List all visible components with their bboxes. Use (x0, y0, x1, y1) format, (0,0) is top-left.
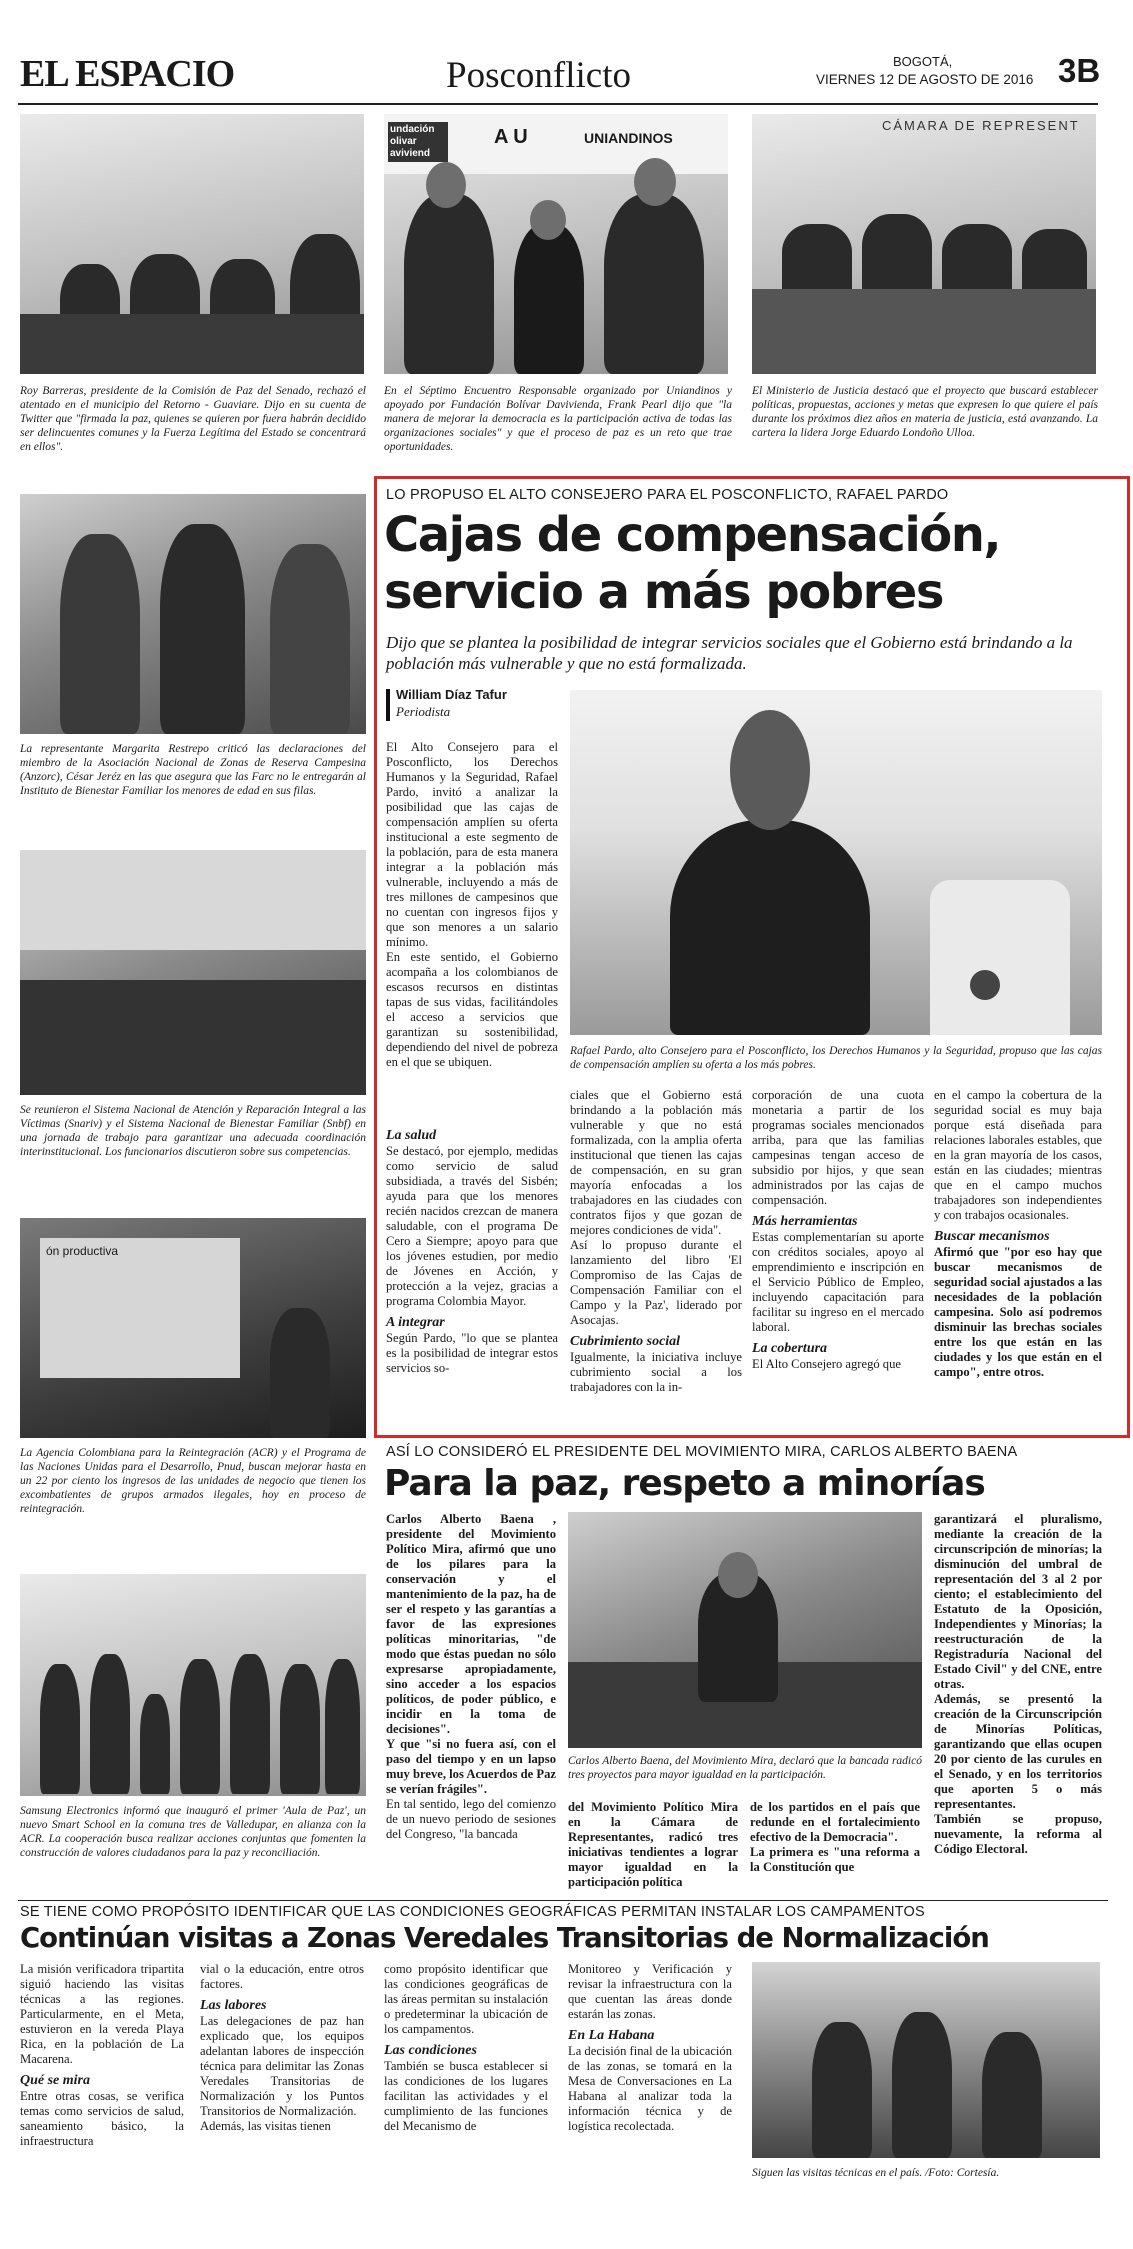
author-role: Periodista (396, 704, 451, 719)
main-paragraph: Afirmó que "por eso hay que buscar mecanismos de seguridad social ajustados a las necesidades de la población campesina. Solo así podremos disminuir las brechas sociales entre los que están en las ciudades y los que están en el campo", entre otros. (934, 1245, 1102, 1379)
main-column-2 (386, 1122, 558, 1376)
main-dek: Dijo que se plantea la posibilidad de integrar servicios sociales que el Gobierno está brindando a la población más vulnerable y que no está formalizada. (386, 633, 1073, 673)
subhead-salud: La salud (386, 1128, 437, 1143)
subhead-labores: Las labores (200, 1998, 267, 2013)
third-kicker: SE TIENE COMO PROPÓSITO IDENTIFICAR QUE LAS CONDICIONES GEOGRÁFICAS PERMITAN INSTALAR LOS CAMPAMENTOS (20, 1904, 925, 1920)
second-paragraph: garantizará el pluralismo, mediante la creación de la circunscripción de minorías; la disminución del umbral de representación del 3 al 2 por ciento; el establecimiento del Estatuto de la Oposición, Independientes y Minorías; la reestructuración de la Registraduría Nacional del Estado Civil" y del CNE, entre otras. (934, 1512, 1102, 1691)
rafael-pardo-caption: Rafael Pardo, alto Consejero para el Posconflicto, los Derechos Humanos y la Seguridad, propuso que las cajas de compensación amplíen su oferta a los más pobres. (570, 1045, 1102, 1071)
zonas-veredales-photo (752, 1962, 1100, 2158)
second-column-2 (568, 1800, 738, 1890)
third-paragraph: La decisión final de la ubicación de las zonas, se tomará en la Mesa de Conversaciones en La Habana al analizar toda la información técnica y de logística recolectada. (568, 2044, 733, 2133)
third-paragraph: La misión verificadora tripartita siguió haciendo las visitas técnicas a las regiones. Particularmente, en el Meta, estuvieron en la vereda Playa Rica, en la población de La Macarena. (20, 1962, 184, 2066)
uniandinos-event-photo (384, 114, 728, 374)
second-paragraph: del Movimiento Político Mira en la Cámara de Representantes, radicó tres iniciativas tendientes a lograr mayor igualdad en la participación política (568, 1800, 738, 1889)
restrepo-photo (20, 494, 366, 734)
snariv-meeting-photo (20, 850, 366, 1095)
second-paragraph: de los partidos en el país que redunde en el fortalecimiento efectivo de la Democracia". (750, 1800, 920, 1844)
zonas-veredales-caption: Siguen las visitas técnicas en el país. /Foto: Cortesía. (752, 2167, 1000, 2179)
uniandinos-event-caption: En el Séptimo Encuentro Responsable organizado por Uniandinos y apoyado por Fundación Bolívar Davivienda, Frank Pearl dijo que "la manera de mejorar la democracia es la participación activa de todas las organizaciones sociales" y que el proceso de paz es un reto que trae oportunidades. (384, 385, 732, 453)
main-paragraph: El Alto Consejero agregó que (752, 1357, 901, 1371)
main-headline-line1: Cajas de compensación, (384, 507, 1001, 563)
second-paragraph: Carlos Alberto Baena , presidente del Movimiento Político Mira, afirmó que uno de los pilares para la conservación y el mantenimiento de la paz, ha de ser el respeto y las garantías a favor de las expresiones políticas minoritarias, "de modo que éstas puedan no sólo expresarse apropiadamente, sino acceder a los espacios políticos, de poder público, e incidir en la toma de decisiones". (386, 1512, 556, 1736)
masthead-date: VIERNES 12 DE AGOSTO DE 2016 (816, 72, 1034, 87)
baena-photo (568, 1512, 922, 1748)
second-paragraph: La primera es "una reforma a la Constitución que (750, 1845, 920, 1874)
baena-caption: Carlos Alberto Baena, del Movimiento Mira, declaró que la bancada radicó tres proyectos para mayor igualdad en la participación. (568, 1755, 922, 1781)
snariv-meeting-caption: Se reunieron el Sistema Nacional de Atención y Reparación Integral a las Víctimas (Snariv) y el Sistema Nacional de Bienestar Familiar (Snbf) en una jornada de trabajo para garantizar una adecuada coordinación interinstitucional. Los funcionarios discutieron sobre sus competencias. (20, 1104, 366, 1158)
banner-left-text: undación olivar aviviend (388, 122, 448, 162)
third-paragraph: como propósito identificar que las condiciones geográficas de las áreas permitan su instalación o predeterminar la ubicación de los campamentos. (384, 1962, 548, 2036)
main-paragraph: en el campo la cobertura de la seguridad social es muy baja porque está diseñada para relaciones laborales estables, que en la gran mayoría de los casos, están en las ciudades; mientras que en el campo muchos trabajadores son independientes y con trabajos ocasionales. (934, 1088, 1102, 1222)
samsung-school-photo (20, 1574, 366, 1796)
second-column-3 (750, 1800, 920, 1875)
chamber-banner: CÁMARA DE REPRESENT (882, 118, 1080, 133)
main-paragraph: ciales que el Gobierno está brindando a la población más vulnerable y que no está formalizada, con la amplia oferta institucional que tienen las cajas de compensación, en su gran mayoría enfocadas a los trabajadores en las ciudades con contratos fijos y que gozan de mejores condiciones de vida". (570, 1088, 742, 1237)
third-paragraph: Además, las visitas tienen (200, 2119, 331, 2133)
second-column-4 (934, 1512, 1102, 1857)
main-column-3 (570, 1088, 742, 1395)
main-paragraph: Así lo propuso durante el lanzamiento del libro 'El Compromiso de las Cajas de Compensación Familiar con el Campo y la Paz', liderado por Asocajas. (570, 1238, 742, 1327)
main-column-4 (752, 1088, 924, 1372)
subhead-que-se-mira: Qué se mira (20, 2073, 90, 2088)
second-paragraph: Y que "si no fuera así, con el paso del tiempo y en un lapso muy breve, los Acuerdos de Paz se verían frágiles". (386, 1737, 556, 1796)
main-paragraph: En este sentido, el Gobierno acompaña a los colombianos de escasos recursos en distintas tapas de sus vidas, facilitándoles el acceso a servicios que garantizan su sostenibilidad, dependiendo del nivel de pobreza en el que se ubiquen. (386, 950, 558, 1069)
author-name: William Díaz Tafur (396, 687, 507, 702)
second-kicker: ASÍ LO CONSIDERÓ EL PRESIDENTE DEL MOVIMIENTO MIRA, CARLOS ALBERTO BAENA (386, 1444, 1018, 1460)
main-headline-line2: servicio a más pobres (384, 564, 943, 620)
second-paragraph: Además, se presentó la creación de la Circunscripción de Minorías Políticas, garantizando que ellas ocupen 20 por ciento de las curules en el Senado, y en los territorios que aporten 5 o más representantes. (934, 1692, 1102, 1811)
third-paragraph: Entre otras cosas, se verifica temas como servicios de salud, saneamiento básico, la infraestructura (20, 2089, 184, 2148)
main-paragraph: Según Pardo, "lo que se plantea es la posibilidad de integrar estos servicios so- (386, 1331, 558, 1375)
second-paragraph: También se propuso, nuevamente, la reforma al Código Electoral. (934, 1812, 1102, 1856)
main-column-1 (386, 740, 558, 1070)
justice-ministry-photo (752, 114, 1096, 374)
main-paragraph: Estas complementarían su aporte con créditos sociales, apoyo al emprendimiento e inscripción en el Servicio Público de Empleo, incluyendo capacitación para facilitar su ingreso en el mercado laboral. (752, 1230, 924, 1334)
third-headline: Continúan visitas a Zonas Veredales Transitorias de Normalización (20, 1922, 989, 1954)
rafael-pardo-photo (570, 690, 1102, 1035)
masthead (18, 48, 1116, 104)
screen-text: ón productiva (46, 1244, 119, 1258)
third-column-3 (384, 1962, 548, 2134)
main-paragraph: Igualmente, la iniciativa incluye cubrimiento social a los trabajadores con la in- (570, 1350, 742, 1394)
acr-pnud-caption: La Agencia Colombiana para la Reintegración (ACR) y el Programa de las Naciones Unidas para el Desarrollo, Pnud, buscan mejorar hasta en un 22 por ciento los ingresos de las unidades de negocio que tienen los excombatientes de grupos armados ilegales, hoy en proceso de reintegración. (20, 1447, 366, 1515)
senate-commission-photo (20, 114, 364, 374)
subhead-habana: En La Habana (568, 2028, 655, 2043)
subhead-condiciones: Las condiciones (384, 2043, 477, 2058)
banner-right-text: UNIANDINOS (584, 130, 673, 146)
banner-mid-text: A U (494, 126, 528, 148)
third-paragraph: Monitoreo y Verificación y revisar la infraestructura con la que cuentan las áreas donde estarán las zonas. (568, 1962, 732, 2021)
main-paragraph: El Alto Consejero para el Posconflicto, los Derechos Humanos y la Seguridad, Rafael Pardo, invitó a analizar la posibilidad que las cajas de compensación amplíen su oferta institucional a este segmento de la población, para de esta manera integrar a la población más vulnerable, incluyendo a más de tres millones de campesinos que no cuentan con ingresos fijos y que son menores a un salario mínimo. (386, 740, 558, 949)
restrepo-caption: La representante Margarita Restrepo criticó las declaraciones del miembro de la Asociación Nacional de Zonas de Reserva Campesina (Anzorc), César Jeréz en las que asegura que las Farc no le entregarán al Instituto de Bienestar Familiar los menores de edad en sus filas. (20, 743, 366, 797)
main-column-5 (934, 1088, 1102, 1380)
page-number: 3B (1058, 52, 1101, 89)
justice-ministry-caption: El Ministerio de Justicia destacó que el proyecto que buscará establecer políticas, propuestas, acciones y metas que expresen lo que quiere el país durante los próximos diez años en materia de justicia, está avanzando. La cartera la lidera Jorge Eduardo Londoño Ulloa. (752, 385, 1098, 439)
subhead-cobertura: La cobertura (752, 1341, 828, 1356)
third-paragraph: También se busca establecer si las condiciones de los lugares facilitan las actividades y el cumplimiento de las funciones del Mecanismo de (384, 2059, 548, 2133)
senate-commission-caption: Roy Barreras, presidente de la Comisión de Paz del Senado, rechazó el atentado en el municipio del Retorno - Guaviare. Dijo en su cuenta de Twitter que "firmada la paz, quienes se quieren por fuera habrán decidido ser delincuentes comunes y la Fuerza Legítima del Estado se concentrará en ellos". (20, 385, 366, 453)
subhead-mecanismos: Buscar mecanismos (934, 1229, 1050, 1244)
subhead-integrar: A integrar (386, 1315, 445, 1330)
masthead-city: BOGOTÁ, (893, 54, 953, 69)
third-paragraph: Las delegaciones de paz han explicado que, los equipos adelantan labores de inspección técnica para delimitar las Zonas Veredales Transitorias de Normalización y los Puntos Transitorios de Normalización. (200, 2014, 364, 2118)
masthead-rule (18, 103, 1098, 105)
section-title: Posconflicto (446, 55, 631, 96)
newspaper-logo: EL ESPACIO (20, 53, 235, 95)
author-bar (386, 689, 390, 721)
third-column-1 (20, 1962, 184, 2149)
third-paragraph: vial o la educación, entre otros factores. (200, 1962, 364, 1991)
third-column-2 (200, 1962, 364, 2134)
main-paragraph: corporación de una cuota monetaria a partir de los programas sociales mencionados arriba, para que las familias campesinas tengan acceso de subsidio por hijos, y que sean administrados por las cajas de compensación. (752, 1088, 924, 1207)
third-column-4 (568, 1962, 732, 2134)
subhead-herramientas: Más herramientas (752, 1214, 858, 1229)
samsung-school-caption: Samsung Electronics informó que inauguró el primer 'Aula de Paz', un nuevo Smart School en la comuna tres de Valledupar, en alianza con la ACR. La cooperación busca realizar acciones conjuntas que fomenten la construcción de valores ciudadanos para la paz y reconciliación. (20, 1805, 366, 1859)
second-paragraph: En tal sentido, lego del comienzo de un nuevo periodo de sesiones del Congreso, "la bancada (386, 1797, 556, 1841)
second-column-1 (386, 1512, 556, 1842)
subhead-cubrimiento: Cubrimiento social (570, 1334, 681, 1349)
acr-pnud-photo (20, 1218, 366, 1438)
main-kicker: LO PROPUSO EL ALTO CONSEJERO PARA EL POSCONFLICTO, RAFAEL PARDO (386, 487, 949, 503)
third-article-rule (18, 1900, 1108, 1901)
second-headline: Para la paz, respeto a minorías (384, 1463, 985, 1504)
main-paragraph: Se destacó, por ejemplo, medidas como servicio de salud subsidiada, a través del Sisbén; ayuda para que los menores recién nacidos crezcan de manera saludable, con el programa De Cero a Siempre; apoyo para que los jóvenes estudien, por medio de Jóvenes en Acción, y protección a la vejez, gracias a programa Colombia Mayor. (386, 1144, 558, 1308)
